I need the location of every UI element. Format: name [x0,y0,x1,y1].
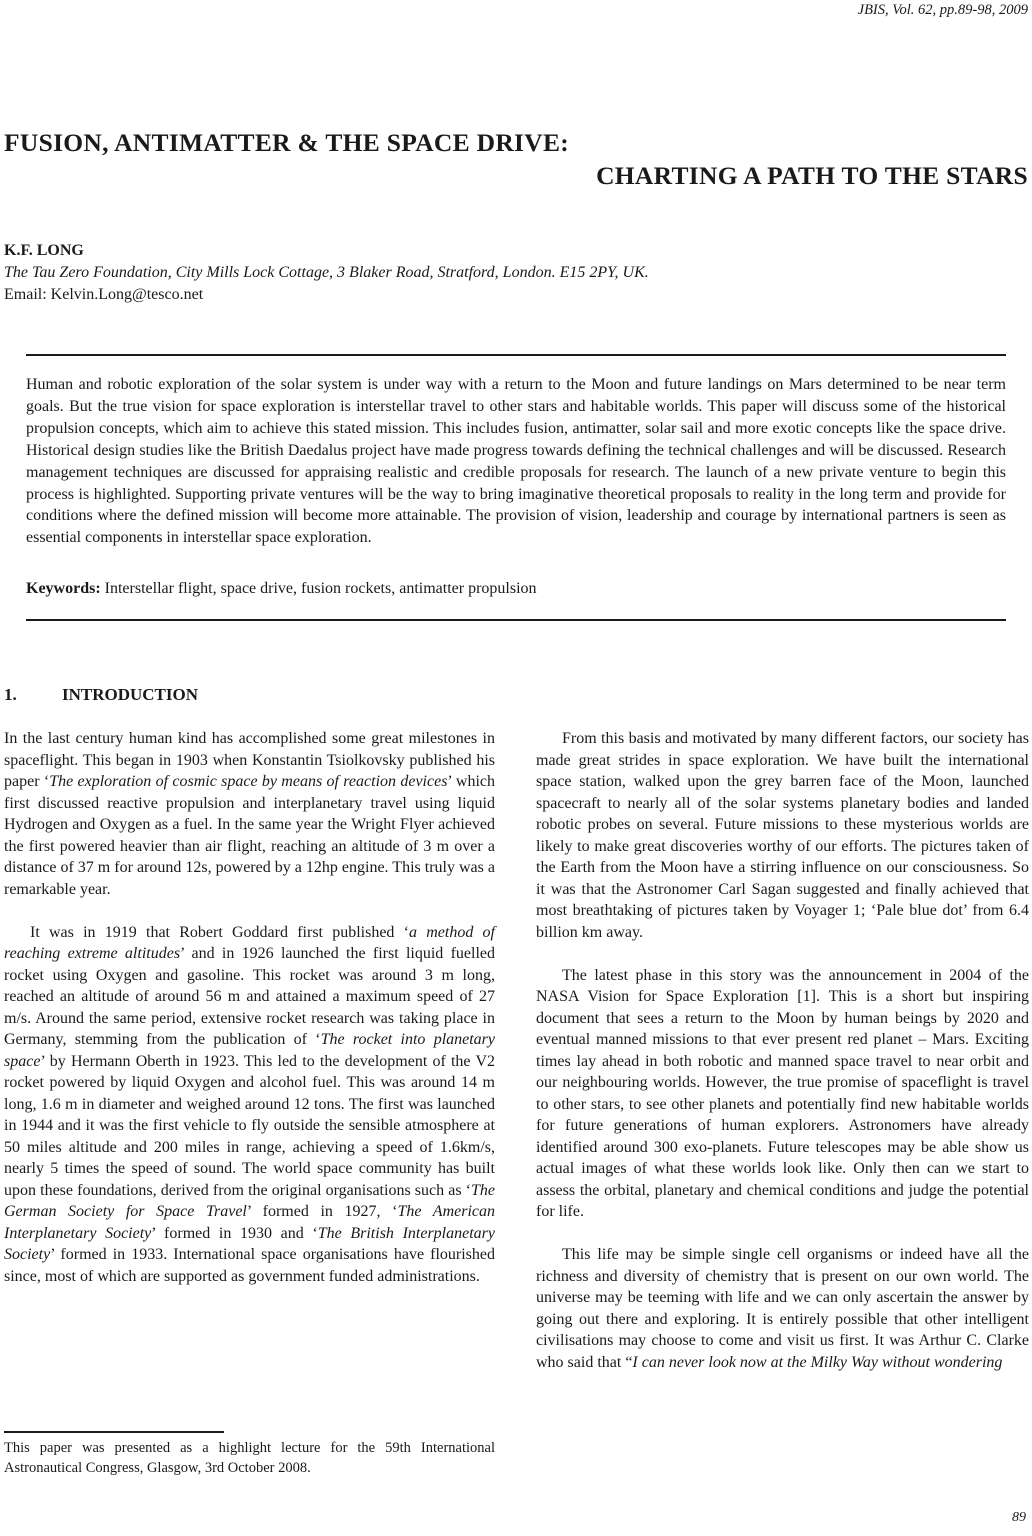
left-column [4,728,495,1309]
body-paragraph: It was in 1919 that Robert Goddard first published ‘a method of reaching extreme altitudes’ and in 1926 launched the first liquid fuelled rocket using Oxygen and gasoline. This rocket was around 3 m long, reached an altitude of around 56 m and attained a maximum speed of 27 m/s. Around the same period, extensive rocket research was taking place in Germany, stemming from the publication of ‘The rocket into planetary space’ by Hermann Oberth in 1923. This led to the development of the V2 rocket powered by liquid Oxygen and alcohol fuel. This was around 14 m long, 1.6 m in diameter and weighed around 12 tons. The first was launched in 1944 and it was the first vehicle to fly outside the sensible atmosphere at 50 miles altitude and 200 miles in range, achieving a speed of 1.6km/s, nearly 5 times the speed of sound. The world space community has built upon these foundations, derived from the original organisations such as ‘The German Society for Space Travel’ formed in 1927, ‘The American Interplanetary Society’ formed in 1930 and ‘The British Interplanetary Society’ formed in 1933. International space organisations have flourished since, most of which are supported as government funded administrations. [4,923,496,1285]
keywords [26,580,537,598]
section-number: 1. [4,685,17,704]
footnote-rule [4,1431,224,1433]
author-name: K.F. LONG [4,242,84,259]
paper-title-line-1: FUSION, ANTIMATTER & THE SPACE DRIVE: [4,128,570,157]
page-number: 89 [1012,1510,1026,1525]
running-head: JBIS, Vol. 62, pp.89-98, 2009 [857,2,1028,18]
author-affiliation: The Tau Zero Foundation, City Mills Lock Cottage, 3 Blaker Road, Stratford, London. E15 2PY, UK. [4,264,649,281]
abstract: Human and robotic exploration of the solar system is under way with a return to the Moon and future landings on Mars determined to be near term goals. But the true vision for space exploration is interstellar travel to other stars and habitable worlds. This paper will discuss some of the historical propulsion concepts, which aim to achieve this stated mission. This includes fusion, antimatter, solar sail and more exotic concepts like the space drive. Historical design studies like the British Daedalus project have made progress towards defining the technical challenges and will be discussed. Research management techniques are discussed for appraising realistic and credible proposals for research. The launch of a new private venture to begin this process is highlighted. Supporting private ventures will be the way to bring imaginative theoretical proposals to reality in the long term and provide for conditions where the defined mission will become more attainable. The provision of vision, leadership and courage by international partners is seen as essential components in interstellar space exploration. [26,376,1006,547]
author-email: Email: Kelvin.Long@tesco.net [4,286,204,303]
keywords-text: Interstellar flight, space drive, fusion rockets, antimatter propulsion [104,580,537,597]
abstract-top-rule [26,354,1006,356]
footnote: This paper was presented as a highlight lecture for the 59th International Astronautical Congress, Glasgow, 3rd October 2008. [4,1440,495,1476]
paper-title-line-2: CHARTING A PATH TO THE STARS [596,161,1028,190]
body-paragraph: In the last century human kind has accomplished some great milestones in spaceflight. This began in 1903 when Konstantin Tsiolkovsky published his paper ‘The exploration of cosmic space by means of reaction devices’ which first discussed reactive propulsion and interplanetary travel using liquid Hydrogen and Oxygen as a fuel. In the same year the Wright Flyer achieved the first powered heavier than air flight, reaching an altitude of 3 m over a distance of 37 m for around 12s, powered by a 12hp engine. This truly was a remarkable year. [4,730,495,898]
body-paragraph: This life may be simple single cell organisms or indeed have all the richness and diversity of chemistry that is present on our own world. The universe may be teeming with life and we can only ascertain the answer by going out there and exploring. It is entirely possible that other intelligent civilisations may choose to come and visit us first. It was Arthur C. Clarke who said that “I can never look now at the Milky Way without wondering [536,1246,1029,1371]
keywords-label: Keywords: [26,580,101,597]
abstract-bottom-rule [26,619,1006,621]
section-title: INTRODUCTION [62,685,199,704]
right-column [536,728,1029,1395]
author-block [4,240,649,306]
body-paragraph: The latest phase in this story was the announcement in 2004 of the NASA Vision for Space Exploration [1]. This is a short but inspiring document that sees a return to the Moon by human beings by 2020 and eventual manned missions to that ever present red planet – Mars. Exciting times lay ahead in both robotic and manned space travel to near orbit and our neighbouring worlds. However, the true promise of spaceflight is travel to other stars, to see other planets and potentially find new habitable worlds for future generations of human explorers. Astronomers have already identified around 300 exo-planets. Future telescopes may be able show us actual images of what these worlds look like. Only then can we start to assess the orbital, planetary and chemical conditions and judge the potential for life. [536,966,1029,1220]
body-paragraph: From this basis and motivated by many different factors, our society has made great strides in space exploration. We have built the international space station, walked upon the grey barren face of the Moon, launched spacecraft to nearly all of the solar systems planetary bodies and landed robotic probes on several. Future missions to these mysterious worlds are likely to make great discoveries worthy of our efforts. The pictures taken of the Earth from the Moon have a stirring influence on our consciousness. So it was that the Astronomer Carl Sagan suggested and finally achieved that most breathtaking of pictures taken by Voyager 1; ‘Pale blue dot’ from 6.4 billion km away. [536,730,1029,941]
section-heading [4,685,198,705]
